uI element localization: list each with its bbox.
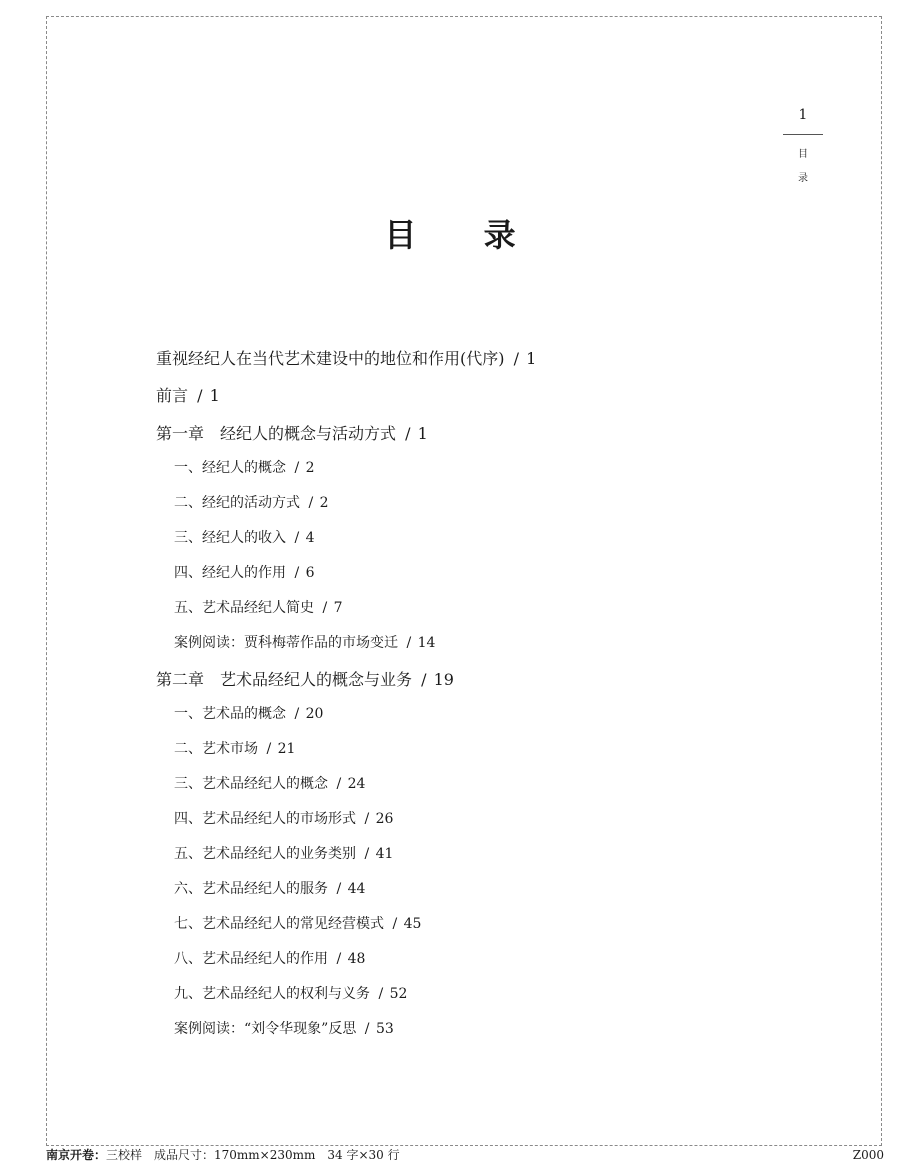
toc-entry-text: 二、经纪的活动方式 bbox=[174, 495, 300, 511]
toc-entry-text: 重视经纪人在当代艺术建设中的地位和作用(代序) bbox=[156, 349, 505, 368]
toc-separator: / bbox=[290, 460, 304, 476]
toc-page-number: 41 bbox=[375, 846, 394, 862]
toc-section-entry bbox=[174, 808, 393, 828]
imprint-line bbox=[46, 1146, 884, 1165]
toc-separator: / bbox=[416, 670, 432, 689]
toc-page-number: 48 bbox=[347, 951, 366, 967]
toc-entry-text: 七、艺术品经纪人的常见经营模式 bbox=[174, 916, 384, 932]
toc-entry-text: 九、艺术品经纪人的权利与义务 bbox=[174, 986, 370, 1002]
toc-entry-text: 二、艺术市场 bbox=[174, 741, 258, 757]
toc-entry-text: 第二章 艺术品经纪人的概念与业务 bbox=[156, 670, 413, 689]
toc-section-entry bbox=[174, 843, 393, 863]
toc-entry-text: 一、经纪人的概念 bbox=[174, 460, 286, 476]
toc-entry-text: 五、艺术品经纪人的业务类别 bbox=[174, 846, 356, 862]
toc-page-number: 21 bbox=[277, 741, 296, 757]
toc-section-entry bbox=[174, 913, 421, 933]
toc-section-entry bbox=[174, 1018, 394, 1038]
toc-entry-text: 一、艺术品的概念 bbox=[174, 706, 286, 722]
toc-page-number: 1 bbox=[209, 386, 220, 405]
toc-separator: / bbox=[332, 881, 346, 897]
toc-page-number: 53 bbox=[375, 1021, 394, 1037]
imprint-publisher: 南京开卷： bbox=[46, 1148, 107, 1162]
toc-title: 目 录 bbox=[384, 216, 544, 254]
toc-section-entry bbox=[174, 738, 295, 758]
toc-page-number: 24 bbox=[347, 776, 366, 792]
toc-entry-text: 四、经纪人的作用 bbox=[174, 565, 286, 581]
toc-page-number: 6 bbox=[305, 565, 315, 581]
toc-chapter-entry bbox=[156, 421, 428, 444]
toc-entry-text: 前言 bbox=[156, 386, 189, 405]
toc-separator: / bbox=[262, 741, 276, 757]
toc-separator: / bbox=[318, 600, 332, 616]
toc-entry-text: 四、艺术品经纪人的市场形式 bbox=[174, 811, 356, 827]
toc-entry-text: 案例阅读：“刘令华现象”反思 bbox=[174, 1021, 357, 1037]
toc-section-entry bbox=[174, 492, 329, 512]
toc-chapter-entry bbox=[156, 383, 220, 406]
page-number: 1 bbox=[798, 107, 808, 123]
toc-page-number: 7 bbox=[333, 600, 343, 616]
toc-separator: / bbox=[360, 811, 374, 827]
toc-separator: / bbox=[192, 386, 208, 405]
toc-page-number: 20 bbox=[305, 706, 324, 722]
toc-chapter-entry bbox=[156, 667, 454, 690]
toc-entry-text: 三、艺术品经纪人的概念 bbox=[174, 776, 328, 792]
toc-page-number: 1 bbox=[526, 349, 537, 368]
toc-page-number: 4 bbox=[305, 530, 315, 546]
toc-separator: / bbox=[508, 349, 525, 368]
toc-separator: / bbox=[374, 986, 388, 1002]
toc-chapter-entry bbox=[156, 346, 536, 369]
toc-entry-text: 第一章 经纪人的概念与活动方式 bbox=[156, 424, 397, 443]
toc-section-entry bbox=[174, 597, 343, 617]
toc-separator: / bbox=[332, 951, 346, 967]
toc-entry-text: 案例阅读：贾科梅蒂作品的市场变迁 bbox=[174, 635, 398, 651]
toc-separator: / bbox=[402, 635, 416, 651]
toc-separator: / bbox=[290, 530, 304, 546]
toc-section-entry bbox=[174, 527, 315, 547]
toc-section-entry bbox=[174, 632, 435, 652]
toc-entry-text: 六、艺术品经纪人的服务 bbox=[174, 881, 328, 897]
toc-entry-text: 八、艺术品经纪人的作用 bbox=[174, 951, 328, 967]
toc-page-number: 44 bbox=[347, 881, 366, 897]
toc-separator: / bbox=[290, 565, 304, 581]
toc-separator: / bbox=[360, 846, 374, 862]
running-head-char: 录 bbox=[798, 173, 808, 184]
toc-page-number: 45 bbox=[403, 916, 422, 932]
toc-page-number: 2 bbox=[305, 460, 315, 476]
imprint-code: Z000 bbox=[852, 1148, 884, 1162]
toc-entry-text: 三、经纪人的收入 bbox=[174, 530, 286, 546]
toc-section-entry bbox=[174, 703, 323, 723]
imprint-details: 三校样 成品尺寸：170mm×230mm 34 字×30 行 bbox=[106, 1148, 400, 1162]
running-head-char: 目 bbox=[798, 149, 808, 160]
toc-page-number: 2 bbox=[319, 495, 329, 511]
toc-section-entry bbox=[174, 948, 365, 968]
toc-separator: / bbox=[304, 495, 318, 511]
toc-section-entry bbox=[174, 562, 315, 582]
toc-section-entry bbox=[174, 773, 365, 793]
toc-page-number: 14 bbox=[417, 635, 436, 651]
toc-entry-text: 五、艺术品经纪人简史 bbox=[174, 600, 314, 616]
toc-section-entry bbox=[174, 457, 315, 477]
toc-page-number: 1 bbox=[417, 424, 428, 443]
toc-section-entry bbox=[174, 878, 365, 898]
toc-section-entry bbox=[174, 983, 407, 1003]
toc-separator: / bbox=[332, 776, 346, 792]
toc-separator: / bbox=[360, 1021, 374, 1037]
toc-separator: / bbox=[290, 706, 304, 722]
toc-page-number: 26 bbox=[375, 811, 394, 827]
toc-page-number: 19 bbox=[433, 670, 454, 689]
toc-separator: / bbox=[400, 424, 416, 443]
toc-separator: / bbox=[388, 916, 402, 932]
toc-page-number: 52 bbox=[389, 986, 408, 1002]
